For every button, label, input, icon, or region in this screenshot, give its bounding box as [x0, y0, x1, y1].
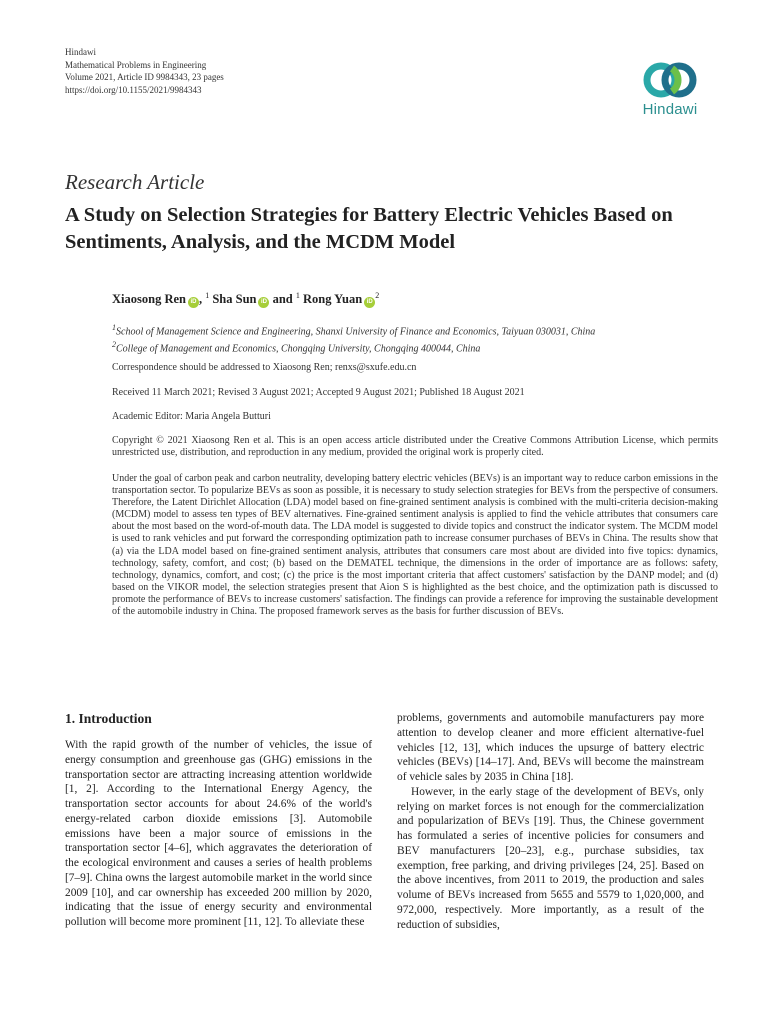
- journal-info: [65, 46, 224, 96]
- author-name[interactable]: Rong Yuan: [303, 292, 363, 307]
- author-affiliation-mark: 2: [375, 291, 380, 300]
- author-separator: ,: [198, 292, 206, 307]
- volume-line: Volume 2021, Article ID 9984343, 23 pages: [65, 72, 224, 82]
- author-name[interactable]: Xiaosong Ren: [112, 292, 186, 307]
- orcid-icon[interactable]: iD: [258, 297, 269, 308]
- body-paragraph: However, in the early stage of the development of BEVs, only relying on market forces is not enough for the commercialization and popularization of BEVs [19]. Thus, the Chinese government has formulated a series of incentive policies for consumers and BEV manufacturers [20–23], e.g., purchase subsidies, tax exemption, free parking, and driving privileges [24, 25]. Based on the above incentives, from 2011 to 2019, the production and sales volume of BEVs increased from 5655 and 5579 to 1,020,000, and 972,000, respectively. More importantly, as a result of the reduction of subsidies,: [397, 785, 704, 931]
- publisher-name: Hindawi: [65, 47, 96, 57]
- body-paragraph: With the rapid growth of the number of vehicles, the issue of energy consumption and greenhouse gas (GHG) emissions in the transportation sector are attracting increasing attention worldwide [1, 2]. According to the International Energy Agency, the transportation sector accounts for about 24.6% of the world's energy-related carbon dioxide emissions [3]. Automobile emissions have been a major source of emissions in the transportation sector [4–6], which aggravates the deterioration of the ecological environment and causes a series of health problems [7–9]. China owns the largest automobile market in the world since 2009 [10], and car ownership has exceeded 200 million by 2020, indicating that the issue of energy security and environmental pollution will become more prominent [11, 12]. To alleviate these: [65, 739, 372, 928]
- affiliation-mark: 2: [112, 339, 116, 349]
- affiliation-line: [112, 322, 718, 339]
- author-affiliation-mark: 1: [205, 291, 210, 300]
- abstract: Under the goal of carbon peak and carbon neutrality, developing battery electric vehicles (BEVs) is an important way to reduce carbon emissions in the transportation sector. To popularize BEVs as soon as possible, it is necessary to study selection strategies for BEVs from the perspective of consumers. Therefore, the Latent Dirichlet Allocation (LDA) model based on fine-grained sentiment analysis is combined with the multi-criteria decision-making (MCDM) model to assess ten types of BEV alternatives. Fine-grained sentiment analysis is applied to find the vehicle attributes that consumers care about the most based on the word-of-mouth data. The LDA model is suggested to divide topics and construct the indicator system. The MCDM model is used to rank vehicles and put forward the corresponding optimization path to increase consumer purchases of BEVs in China. The results show that (a) via the LDA model based on fine-grained sentiment analysis, attributes that consumers care most about are divided into five topics: dynamics, technology, safety, comfort, and cost; (b) based on the DEMATEL technique, the dimensions in the order of importance are as follows: safety, technology, dynamics, comfort, and cost; (c) the price is the most important criteria that affect customers' satisfaction by the DANP model; and (d) based on the VIKOR model, the selection strategies present that Aion S is highlighted as the best choice, and the optimization path is discussed to promote the performance of BEVs to increase customers' satisfaction. The findings can provide a reference for improving the sustainable development of the automobile industry in China. The proposed framework serves as the basis for further discussion of BEVs.: [112, 473, 718, 618]
- academic-editor: Academic Editor: Maria Angela Butturi: [112, 411, 271, 422]
- article-title: A Study on Selection Strategies for Battery Electric Vehicles Based on Sentiments, Analysis, and the MCDM Model: [65, 204, 673, 253]
- author-separator: and: [269, 292, 296, 307]
- affiliation-text: College of Management and Economics, Chongqing University, Chongqing 400044, China: [116, 343, 481, 355]
- correspondence: Correspondence should be addressed to Xiaosong Ren; renxs@sxufe.edu.cn: [112, 362, 417, 373]
- body-paragraph: problems, governments and automobile manufacturers pay more attention to develop cleaner and more efficient alternative-fuel vehicles [12, 13], which induces the upsurge of battery electric vehicles (BEVs) [14–17]. And, BEVs will become the mainstream of vehicle sales by 2035 in China [18].: [397, 712, 704, 783]
- author-list: [112, 291, 379, 308]
- hindawi-logo: [630, 60, 710, 118]
- body-column-left: [65, 738, 372, 930]
- affiliation-text: School of Management Science and Engineering, Shanxi University of Finance and Economics, Taiyuan 030031, China: [116, 326, 596, 338]
- section-heading: 1. Introduction: [65, 711, 152, 726]
- article-type: Research Article: [65, 170, 205, 194]
- affiliation-line: [112, 339, 718, 356]
- body-column-right: [397, 711, 704, 932]
- journal-name: Mathematical Problems in Engineering: [65, 59, 207, 70]
- affiliation-mark: 1: [112, 323, 116, 332]
- hindawi-logo-text: Hindawi: [642, 101, 698, 118]
- affiliations: [112, 322, 718, 356]
- doi-link[interactable]: https://doi.org/10.1155/2021/9984343: [65, 84, 202, 95]
- orcid-icon[interactable]: iD: [188, 297, 199, 308]
- orcid-icon[interactable]: iD: [364, 297, 375, 308]
- copyright-notice: Copyright © 2021 Xiaosong Ren et al. This is an open access article distributed under the Creative Commons Attribution License, which permits unrestricted use, distribution, and reproduction in any medium, provided the original work is properly cited.: [112, 435, 718, 459]
- author-name[interactable]: Sha Sun: [212, 292, 257, 307]
- publication-dates: Received 11 March 2021; Revised 3 August 2021; Accepted 9 August 2021; Published 18 August 2021: [112, 387, 525, 398]
- author-affiliation-mark: 1: [295, 291, 300, 300]
- hindawi-rings-icon: [641, 60, 699, 100]
